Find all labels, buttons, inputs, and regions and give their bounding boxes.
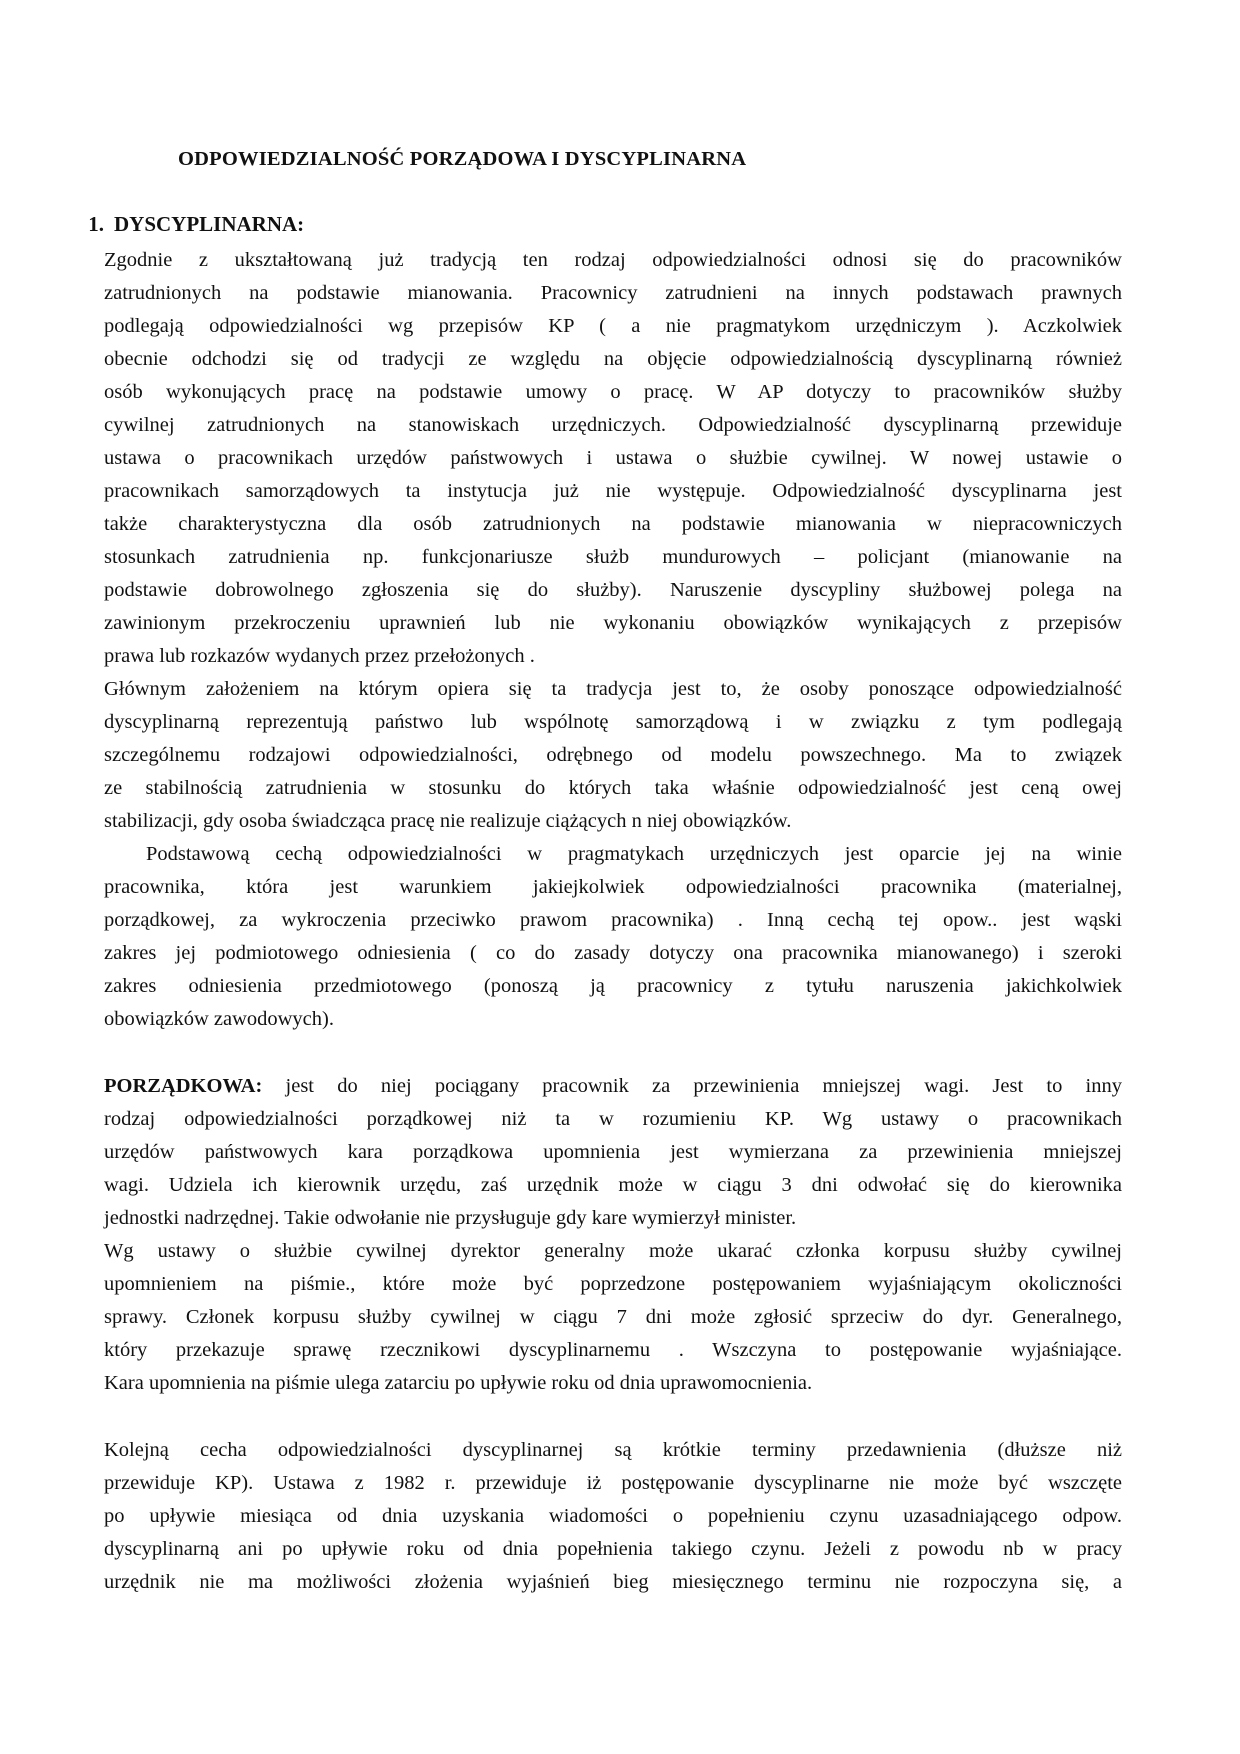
- text-line: urzędnik nie ma możliwości złożenia wyjaśnień bieg miesięcznego terminu nie rozpoczyna się, a: [104, 1571, 1122, 1593]
- text-line: Wg ustawy o służbie cywilnej dyrektor generalny może ukarać członka korpusu służby cywilnej: [104, 1240, 1122, 1262]
- section-1-paragraph-1: [104, 244, 1122, 1036]
- text-line: dyscyplinarną reprezentują państwo lub wspólnotę samorządową i w związku z tym podlegają: [104, 711, 1122, 733]
- text-line: Kara upomnienia na piśmie ulega zatarciu po upływie roku od dnia uprawomocnienia.: [104, 1372, 813, 1394]
- text-line: urzędów państwowych kara porządkowa upomnienia jest wymierzana za przewinienia mniejszej: [104, 1141, 1122, 1163]
- text-line: który przekazuje sprawę rzecznikowi dyscyplinarnemu . Wszczyna to postępowanie wyjaśniające.: [104, 1339, 1122, 1361]
- document-title: ODPOWIEDZIALNOŚĆ PORZĄDOWA I DYSCYPLINARNA: [178, 148, 747, 170]
- text-line: zawinionym przekroczeniu uprawnień lub nie wykonaniu obowiązków wynikających z przepisów: [104, 612, 1122, 634]
- text-line: upomnieniem na piśmie., które może być poprzedzone postępowaniem wyjaśniającym okoliczności: [104, 1273, 1122, 1295]
- section-heading-dyscyplinarna: [64, 212, 304, 237]
- text-line: rodzaj odpowiedzialności porządkowej niż ta w rozumieniu KP. Wg ustawy o pracownikach: [104, 1108, 1122, 1130]
- text-line: obecnie odchodzi się od tradycji ze względu na objęcie odpowiedzialnością dyscyplinarną również: [104, 348, 1122, 370]
- section-3-paragraph: [104, 1434, 1122, 1599]
- text-line: Głównym założeniem na którym opiera się ta tradycja jest to, że osoby ponoszące odpowiedzialność: [104, 678, 1122, 700]
- text-line: zakres odniesienia przedmiotowego (ponoszą ją pracownicy z tytułu naruszenia jakichkolwiek: [104, 975, 1122, 997]
- text-line: jednostki nadrzędnej. Takie odwołanie nie przysługuje gdy kare wymierzył minister.: [104, 1207, 797, 1229]
- text-line: porządkowej, za wykroczenia przeciwko prawom pracownika) . Inną cechą tej opow.. jest wąski: [104, 909, 1122, 931]
- text-line: dyscyplinarną ani po upływie roku od dnia popełnienia takiego czynu. Jeżeli z powodu nb w pracy: [104, 1538, 1122, 1560]
- text-line: przewiduje KP). Ustawa z 1982 r. przewiduje iż postępowanie dyscyplinarne nie może być wszczęte: [104, 1472, 1122, 1494]
- text-line: ustawa o pracownikach urzędów państwowych i ustawa o służbie cywilnej. W nowej ustawie o: [104, 447, 1122, 469]
- text-line: stosunkach zatrudnienia np. funkcjonariusze służb mundurowych – policjant (mianowanie na: [104, 546, 1122, 568]
- text-line: także charakterystyczna dla osób zatrudnionych na podstawie mianowania w niepracowniczych: [104, 513, 1122, 535]
- text-line: podstawie dobrowolnego zgłoszenia się do służby). Naruszenie dyscypliny służbowej polega na: [104, 579, 1122, 601]
- text-line: [104, 1070, 1122, 1103]
- text-line: cywilnej zatrudnionych na stanowiskach urzędniczych. Odpowiedzialność dyscyplinarną przewiduje: [104, 414, 1122, 436]
- text-line: stabilizacji, gdy osoba świadcząca pracę nie realizuje ciążących n niej obowiązków.: [104, 810, 792, 832]
- text-line: szczególnemu rodzajowi odpowiedzialności, odrębnego od modelu powszechnego. Ma to związek: [104, 744, 1122, 766]
- text-line: prawa lub rozkazów wydanych przez przełożonych .: [104, 645, 535, 667]
- section-heading-text: DYSCYPLINARNA:: [114, 212, 305, 236]
- text-span: jest do niej pociągany pracownik za przewinienia mniejszej wagi. Jest to inny: [262, 1075, 1122, 1097]
- section-heading-porzadkowa: PORZĄDKOWA:: [104, 1075, 263, 1097]
- text-line: zakres jej podmiotowego odniesienia ( co do zasady dotyczy ona pracownika mianowanego) i szeroki: [104, 942, 1122, 964]
- text-line: ze stabilnością zatrudnienia w stosunku do których taka właśnie odpowiedzialność jest ceną owej: [104, 777, 1122, 799]
- text-line: osób wykonujących pracę na podstawie umowy o pracę. W AP dotyczy to pracowników służby: [104, 381, 1122, 403]
- text-line: Podstawową cechą odpowiedzialności w pragmatykach urzędniczych jest oparcie jej na winie: [146, 843, 1122, 865]
- text-line: podlegają odpowiedzialności wg przepisów KP ( a nie pragmatykom urzędniczym ). Aczkolwiek: [104, 315, 1122, 337]
- text-line: obowiązków zawodowych).: [104, 1008, 334, 1030]
- text-line: zatrudnionych na podstawie mianowania. Pracownicy zatrudnieni na innych podstawach prawnych: [104, 282, 1122, 304]
- section-number: 1.: [88, 212, 104, 236]
- text-line: wagi. Udziela ich kierownik urzędu, zaś urzędnik może w ciągu 3 dni odwołać się do kierownika: [104, 1174, 1122, 1196]
- text-line: sprawy. Członek korpusu służby cywilnej w ciągu 7 dni może zgłosić sprzeciw do dyr. Generalnego,: [104, 1306, 1122, 1328]
- text-line: pracownikach samorządowych ta instytucja już nie występuje. Odpowiedzialność dyscyplinarna jest: [104, 480, 1122, 502]
- text-line: Kolejną cecha odpowiedzialności dyscyplinarnej są krótkie terminy przedawnienia (dłuższe niż: [104, 1439, 1122, 1461]
- text-line: pracownika, która jest warunkiem jakiejkolwiek odpowiedzialności pracownika (materialnej,: [104, 876, 1122, 898]
- section-2-porzadkowa: [104, 1070, 1122, 1400]
- text-line: Zgodnie z ukształtowaną już tradycją ten rodzaj odpowiedzialności odnosi się do pracowników: [104, 249, 1122, 271]
- text-line: po upływie miesiąca od dnia uzyskania wiadomości o popełnieniu czynu uzasadniającego odpow.: [104, 1505, 1122, 1527]
